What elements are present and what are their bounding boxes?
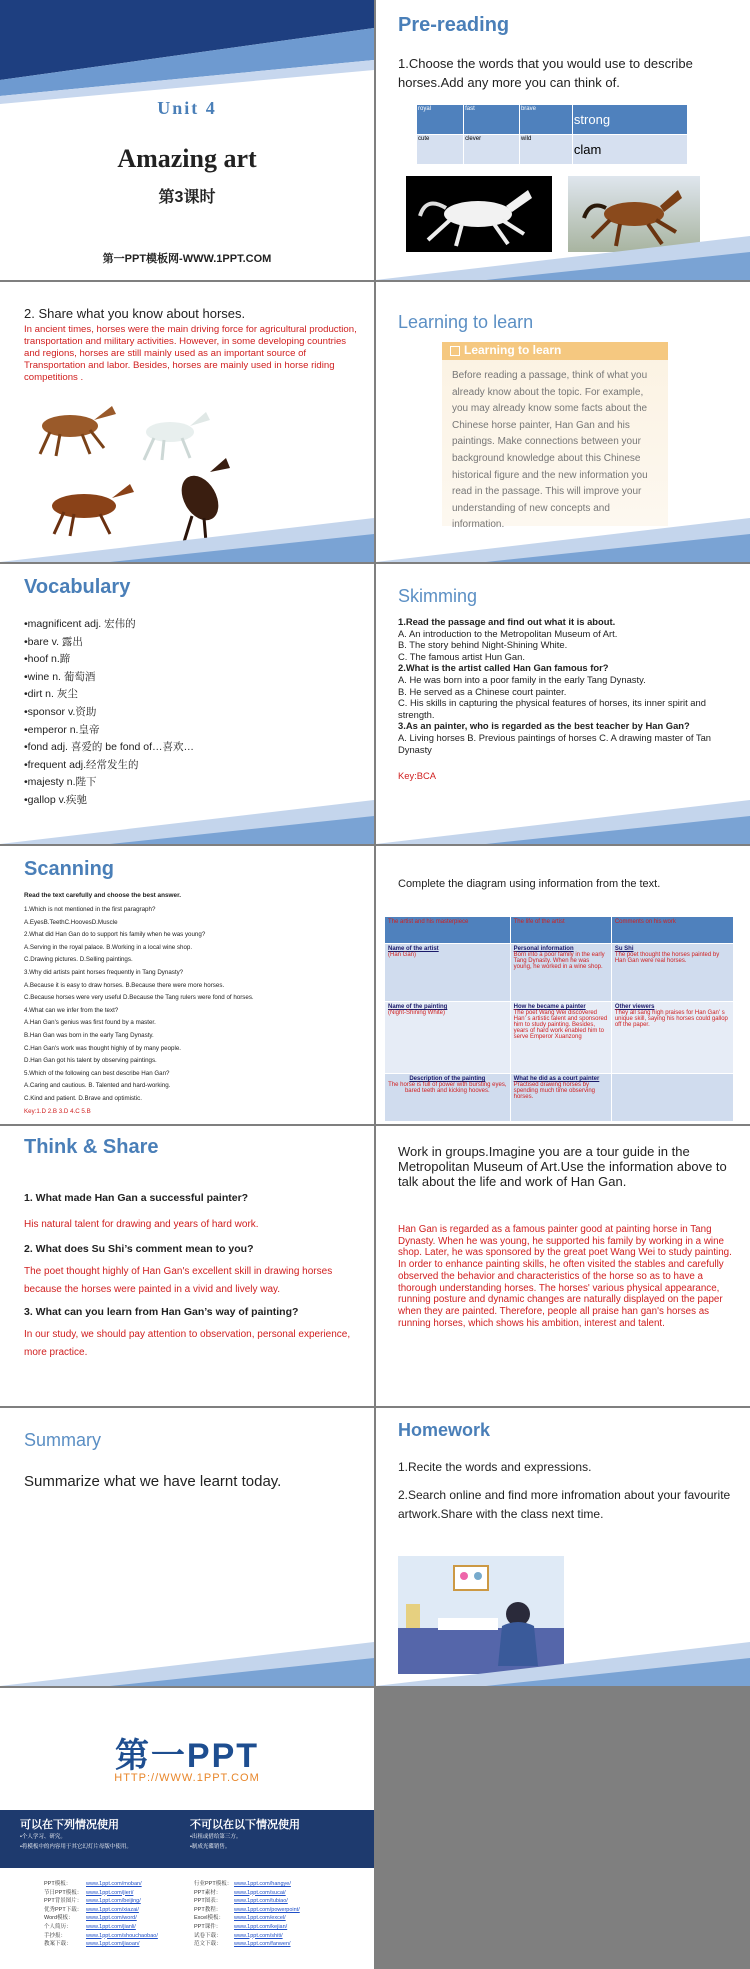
question-line: 5.Which of the following can best describe Han Gan?	[24, 1069, 170, 1077]
slide-heading: Homework	[398, 1420, 491, 1440]
slide-heading: Vocabulary	[24, 576, 131, 598]
link-label: PPT教程：	[194, 1906, 222, 1913]
option-line: A. An introduction to the Metropolitan Museum of Art.	[398, 627, 618, 639]
slide-think-share	[0, 1126, 374, 1406]
link[interactable]: www.1ppt.com/word/	[86, 1915, 137, 1922]
cell-heading: Name of the painting	[388, 1004, 448, 1010]
option-line: B.Han Gan was born in the early Tang Dynasty.	[24, 1031, 154, 1039]
slide-pre-reading	[376, 0, 750, 280]
link-row	[194, 1906, 300, 1915]
slide-heading: 2. Share what you know about horses.	[24, 306, 246, 321]
link-row	[194, 1932, 300, 1941]
link-row	[44, 1880, 158, 1889]
link[interactable]: www.1ppt.com/tubiao/	[234, 1898, 288, 1905]
link-label: 手抄报：	[44, 1932, 67, 1939]
corner-decoration	[376, 230, 750, 280]
list-item: •emperor n.皇帝	[24, 723, 100, 736]
slide-heading: Skimming	[398, 586, 478, 606]
cell-text: The poet Wang Wei discovered Han' s artistic talent and sponsored him to study painting. Besides, years of hard work enabled him to serve Emperor Xuanzong	[513, 1010, 608, 1040]
slide-vocabulary	[0, 564, 374, 844]
slide-homework	[376, 1408, 750, 1686]
link[interactable]: www.1ppt.com/xiazai/	[86, 1906, 139, 1913]
link-label: 行业PPT模板：	[194, 1881, 233, 1887]
option-line: A.EyesB.TeethC.HoovesD.Muscle	[24, 918, 118, 926]
link[interactable]: www.1ppt.com/excel/	[234, 1915, 286, 1922]
table-cell: brave	[519, 105, 572, 135]
question-line: 1.Which is not mentioned in the first paragraph?	[24, 906, 156, 913]
link[interactable]: www.1ppt.com/fanwen/	[234, 1941, 291, 1948]
link-row	[44, 1923, 158, 1932]
cell-heading: Name of the artist	[388, 946, 439, 952]
question-list	[398, 616, 742, 755]
qa-list	[24, 1192, 360, 1361]
page-title: Amazing art	[117, 144, 257, 173]
tip-box	[442, 342, 668, 531]
answer-line: In our study, we should pay attention to observation, personal experience, more practice.	[24, 1329, 351, 1358]
question-line: 3.Why did artists paint horses frequently in Tang Dynasty?	[24, 968, 184, 976]
question-line: 2.What is the artist called Han Gan famous for?	[398, 662, 609, 674]
table-cell	[611, 944, 733, 1002]
option-line: B. The story behind Night-Shining White.	[398, 639, 568, 651]
option-line: A.Because it is easy to draw horses. B.Because there were more horses.	[24, 981, 225, 989]
link-row	[44, 1914, 158, 1923]
list-item: •magnificent adj. 宏伟的	[24, 618, 136, 630]
link[interactable]: www.1ppt.com/moban/	[86, 1881, 142, 1887]
table-cell	[385, 1002, 511, 1074]
cannot-title: 不可以在以下情况使用	[190, 1819, 300, 1831]
table-cell: clam	[572, 135, 687, 165]
cell-heading: Personal information	[513, 946, 574, 952]
question-list	[24, 904, 364, 1118]
answer-key: Key:1.D 2.B 3.D 4.C 5.B	[24, 1107, 91, 1115]
link[interactable]: www.1ppt.com/jieri/	[86, 1889, 134, 1896]
list-item: •gallop v.疾驰	[24, 793, 88, 806]
link-label: Word模板：	[44, 1915, 74, 1922]
corner-decoration	[376, 512, 750, 562]
link-label: 试卷下载：	[194, 1932, 222, 1939]
option-line: D.Han Gan got his talent by observing paintings.	[24, 1057, 157, 1065]
option-line: C.Kind and patient. D.Brave and optimistic.	[24, 1094, 142, 1102]
slide-heading: Think & Share	[24, 1136, 159, 1158]
list-item: 2.Search online and find more infromation about your favourite artwork.Share with the class next time.	[398, 1488, 731, 1521]
table-cell	[510, 1002, 611, 1074]
corner-decoration	[0, 1636, 374, 1686]
link-label: 个人简历：	[44, 1923, 72, 1930]
option-line: A. Living horses B. Previous paintings of horses C. A drawing master of Tan Dynasty	[398, 731, 712, 755]
links-left	[44, 1880, 158, 1949]
slide-learning-to-learn	[376, 282, 750, 562]
link[interactable]: www.1ppt.com/jianli/	[86, 1923, 136, 1930]
question-line: 1. What made Han Gan a successful painter?	[24, 1192, 249, 1204]
table-header: The life of the artist	[510, 917, 611, 944]
word-table	[416, 104, 688, 165]
slide-share-horses	[0, 282, 374, 562]
horse-icon	[40, 406, 116, 456]
link[interactable]: www.1ppt.com/jiaoan/	[86, 1941, 140, 1948]
link[interactable]: www.1ppt.com/shouchaobao/	[86, 1932, 158, 1939]
slide-heading: Scanning	[24, 858, 115, 880]
cell-text: Practised drawing horses by spending much time observing horses.	[513, 1082, 596, 1100]
link[interactable]: www.1ppt.com/sucai/	[234, 1889, 286, 1896]
link[interactable]: www.1ppt.com/powerpoint/	[234, 1906, 300, 1913]
cannot-item: •出租或借给第三方。	[190, 1834, 242, 1840]
link-row	[44, 1897, 158, 1906]
slide-skimming	[376, 564, 750, 844]
body-text: Summarize what we have learnt today.	[24, 1473, 282, 1490]
option-line: C. The famous artist Hun Gan.	[398, 650, 525, 662]
list-item: •sponsor v.资助	[24, 705, 97, 718]
slide-heading: Pre-reading	[398, 14, 510, 36]
can-item: •将模板中的内容用于其它幻灯片母版中使用。	[20, 1844, 132, 1850]
cell-text: (Han Gan)	[388, 952, 417, 958]
link-row	[194, 1923, 300, 1932]
instruction-text: Complete the diagram using information from the text.	[398, 878, 661, 890]
list-item: •wine n. 葡萄酒	[24, 670, 96, 683]
header-decoration	[0, 0, 374, 110]
option-line: A.Serving in the royal palace. B.Working in a local wine shop.	[24, 943, 193, 951]
link-label: Excel模板：	[194, 1915, 224, 1922]
option-line: A.Caring and cautious. B. Talented and hard-working.	[24, 1082, 171, 1090]
body-text: In ancient times, horses were the main driving force for agricultural production, transportation and military activities. However, in some developing countries and regions, horses are still mainly used as an important source of Transportation and labor. Besides, horses are mainly used in horse riding competitions .	[24, 324, 357, 383]
answer-line: The poet thought highly of Han Gan's excellent skill in drawing horses because the horses were painted in a vivid and lively way.	[24, 1266, 333, 1295]
list-item: •hoof n.蹄	[24, 653, 71, 666]
checkbox-icon	[450, 346, 460, 356]
links-right	[194, 1880, 300, 1949]
site-label: 第一PPT模板网-WWW.1PPT.COM	[102, 253, 272, 265]
cell-text: Born into a poor family in the early Tang Dynasty. When he was young, he worked in a wine shop.	[513, 952, 605, 970]
table-cell: cute	[417, 135, 464, 165]
cell-heading: Other viewers	[614, 1004, 655, 1010]
horse-icon	[144, 412, 210, 460]
option-line: C.Because horses were very useful D.Because the Tang rulers were fond of horses.	[24, 994, 254, 1002]
instruction-text: Read the text carefully and choose the best answer.	[24, 892, 181, 899]
table-cell: clever	[464, 135, 520, 165]
option-line: C.Han Gan's work was thought highly of by many people.	[24, 1044, 181, 1052]
link[interactable]: www.1ppt.com/kejian/	[234, 1923, 288, 1930]
diagram-table	[384, 916, 734, 1122]
link-label: PPT模板：	[44, 1881, 72, 1887]
slide-license	[0, 1688, 374, 1969]
vocab-list	[24, 616, 194, 810]
table-cell	[385, 1074, 511, 1122]
body-text: Han Gan is regarded as a famous painter good at painting horse in Tang Dynasty. When he was young, he supported his family by working in a wine shop. Later, he was sponsored by the great poet Wang Wei to study painting. In order to enhance painting skills, he often visited the stables and carefully observed the behavior and characteristics of the horse so as to have a thorough understanding horses. The horses' various physical appearance, running posture and dynamic changes are naturally displayed on the paper when they are painted. Therefore, people all praise han gan's horses as running horses, which shows his ambition, interest and talent.	[398, 1224, 732, 1329]
cell-text: They all sang high praises for Han Gan' s unique skill, saying his horses could gallop off the paper.	[614, 1010, 728, 1028]
cell-text: The poet thought the horses painted by Han Gan were real horses.	[614, 952, 720, 964]
table-cell: strong	[572, 105, 687, 135]
table-cell: fast	[464, 105, 520, 135]
link-row	[44, 1932, 158, 1941]
corner-decoration	[0, 794, 374, 844]
table-cell	[510, 944, 611, 1002]
slide-scanning	[0, 846, 374, 1124]
option-line: C. His skills in capturing the physical features of horses, its inner spirit and strength.	[398, 697, 706, 720]
tip-box-body: Before reading a passage, think of what you already know about the topic. For example, you may already know some facts about the Chinese horse painter, Han Gan and his paintings. Make connections between your background knowledge about this Chinese historical figure and the new information you read in the passage. This will improve your understanding of new concepts and information.	[452, 370, 648, 531]
link-row	[44, 1889, 158, 1898]
slide-diagram	[376, 846, 750, 1124]
tip-box-header	[442, 342, 668, 360]
cannot-item: •制成光碟销售。	[190, 1844, 231, 1850]
link-row	[194, 1897, 300, 1906]
link[interactable]: www.1ppt.com/shiti/	[234, 1932, 283, 1939]
link-row	[44, 1940, 158, 1949]
link[interactable]: www.1ppt.com/beijing/	[86, 1898, 141, 1905]
can-title: 可以在下列情况使用	[20, 1819, 119, 1831]
cell-text: The horse is full of power with bursting eyes, bared teeth and kicking hooves.	[388, 1082, 507, 1094]
corner-decoration	[0, 512, 374, 562]
instruction-text: 1.Choose the words that you would use to describe horses.Add any more you can think of.	[398, 56, 693, 90]
option-line: B. He served as a Chinese court painter.	[398, 685, 567, 697]
option-line: C.Drawing pictures. D.Selling paintings.	[24, 956, 133, 964]
question-line: 3.As an painter, who is regarded as the best teacher by Han Gan?	[398, 720, 690, 732]
table-cell: wild	[519, 135, 572, 165]
can-item: •个人学习、研究。	[20, 1834, 66, 1840]
list-item: •frequent adj.经常发生的	[24, 758, 139, 771]
link-label: PPT课件：	[194, 1923, 222, 1930]
link-row	[194, 1880, 300, 1889]
option-line: A.Han Gan's genius was first found by a master.	[24, 1019, 156, 1027]
slide-heading: Summary	[24, 1430, 102, 1450]
cell-text: (Night-Shining White)	[388, 1010, 446, 1016]
link-label: PPT素材：	[194, 1889, 222, 1896]
slide-summary	[0, 1408, 374, 1686]
site-url: HTTP://WWW.1PPT.COM	[114, 1772, 260, 1784]
list-item: •majesty n.陛下	[24, 776, 97, 789]
link-row	[194, 1940, 300, 1949]
link-label: 节日PPT模板：	[44, 1889, 83, 1896]
logo-text: 第一PPT	[114, 1737, 260, 1775]
option-line: A. He was born into a poor family in the early Tang Dynasty.	[398, 673, 646, 685]
slide-title	[0, 0, 374, 280]
link-row	[194, 1914, 300, 1923]
slide-heading: Learning to learn	[398, 312, 534, 332]
lesson-label: 第3课时	[158, 189, 216, 206]
link-label: 教案下载：	[44, 1941, 72, 1948]
link-row	[194, 1889, 300, 1898]
list-item: •dirt n. 灰尘	[24, 688, 78, 701]
cell-heading: What he did as a court painter	[513, 1076, 600, 1082]
link-label: 优秀PPT下载：	[44, 1906, 83, 1913]
link-row	[44, 1906, 158, 1915]
table-cell	[385, 944, 511, 1002]
link-label: 范文下载：	[194, 1941, 222, 1948]
table-header: The artist and his masterpiece	[385, 917, 511, 944]
list-item: •fond adj. 喜爱的 be fond of…喜欢…	[24, 741, 194, 754]
table-cell: royal	[417, 105, 464, 135]
question-line: 1.Read the passage and find out what it is about.	[398, 616, 616, 627]
answer-key: Key:BCA	[398, 770, 437, 781]
table-cell	[611, 1002, 733, 1074]
list-item: 1.Recite the words and expressions.	[398, 1460, 592, 1474]
answer-line: His natural talent for drawing and years of hard work.	[24, 1219, 259, 1230]
table-cell	[611, 1074, 733, 1122]
link-label: PPT图表：	[194, 1898, 222, 1905]
cell-heading: Su Shi	[614, 946, 634, 952]
unit-label: Unit 4	[157, 98, 217, 118]
question-line: 2. What does Su Shi’s comment mean to you?	[24, 1243, 254, 1255]
question-line: 2.What did Han Gan do to support his family when he was young?	[24, 931, 206, 939]
question-line: 4.What can we infer from the text?	[24, 1006, 119, 1014]
corner-decoration	[376, 794, 750, 844]
cell-heading: Description of the painting	[409, 1076, 486, 1082]
link[interactable]: www.1ppt.com/hangye/	[234, 1881, 291, 1887]
cell-heading: How he became a painter	[513, 1004, 586, 1010]
license-banner	[0, 1810, 374, 1868]
list-item: •bare v. 露出	[24, 635, 83, 648]
slide-tour-guide	[376, 1126, 750, 1406]
link-label: PPT背景图片：	[44, 1898, 83, 1905]
question-line: 3. What can you learn from Han Gan’s way of painting?	[24, 1306, 299, 1318]
table-cell	[510, 1074, 611, 1122]
corner-decoration	[376, 1636, 750, 1686]
tip-box-title: Learning to learn	[464, 343, 562, 357]
table-header: Comments on his work	[611, 917, 733, 944]
instruction-text: Work in groups.Imagine you are a tour guide in the Metropolitan Museum of Art.Use the information above to talk about the life and work of Han Gan.	[398, 1144, 727, 1189]
